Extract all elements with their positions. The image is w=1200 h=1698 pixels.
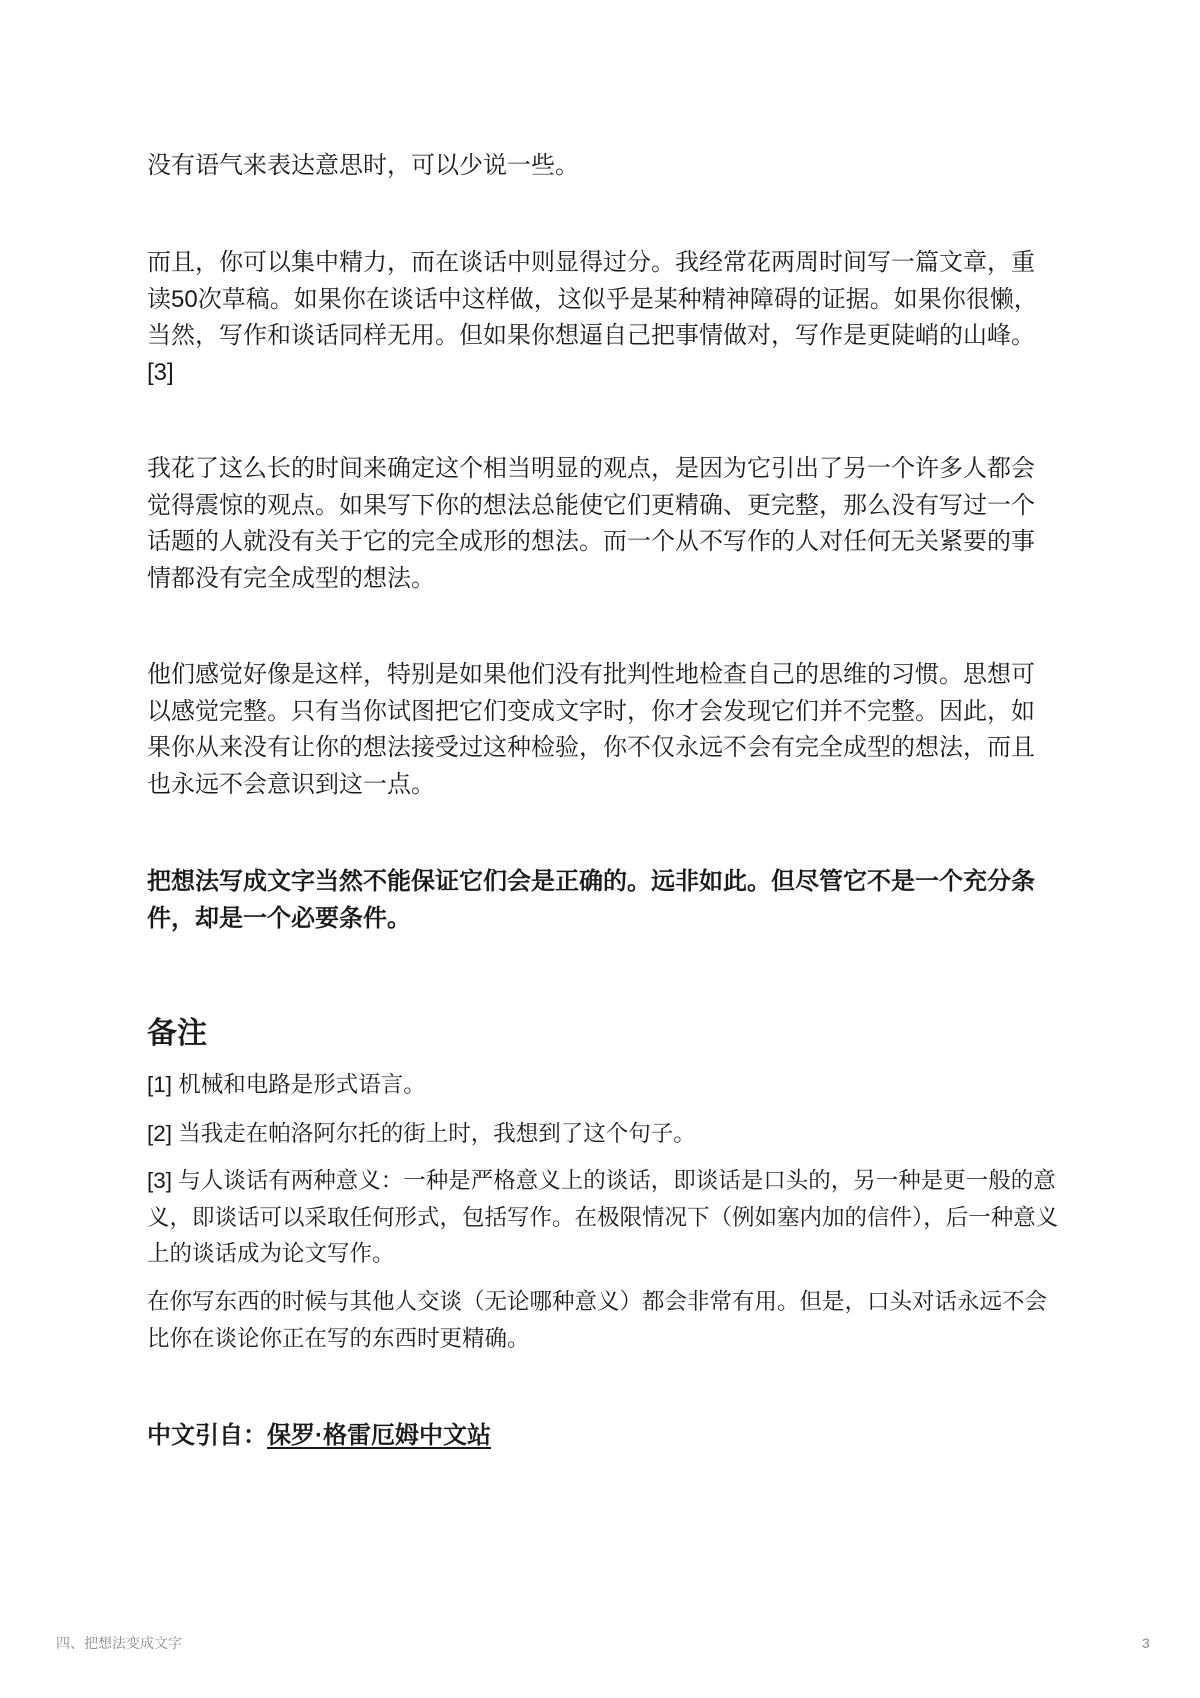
note-item: 在你写东西的时候与其他人交谈（无论哪种意义）都会非常有用。但是，口头对话永远不会比你在谈论你正在写的东西时更精确。 bbox=[147, 1289, 1048, 1351]
source-line bbox=[147, 1418, 1053, 1455]
note-item: [3] 与人谈话有两种意义：一种是严格意义上的谈话，即谈话是口头的，另一种是更一般的意义，即谈话可以采取任何形式，包括写作。在极限情况下（例如塞内加的信件），后一种意义上的谈话成为论文写作。 bbox=[147, 1168, 1059, 1266]
footer-chapter-title: 四、把想法变成文字 bbox=[56, 1635, 182, 1651]
paragraph: 没有语气来表达意思时，可以少说一些。 bbox=[147, 152, 579, 179]
source-label: 中文引自： bbox=[147, 1422, 267, 1449]
note-item: [2] 当我走在帕洛阿尔托的街上时，我想到了这个句子。 bbox=[147, 1121, 696, 1146]
paragraph: 他们感觉好像是这样，特别是如果他们没有批判性地检查自己的思维的习惯。思想可以感觉完整。只有当你试图把它们变成文字时，你才会发现它们并不完整。因此，如果你从来没有让你的想法接受过这种检验，你不仅永远不会有完全成型的想法，而且也永远不会意识到这一点。 bbox=[147, 661, 1035, 799]
note-item: [1] 机械和电路是形式语言。 bbox=[147, 1072, 426, 1097]
source-link[interactable]: 保罗·格雷厄姆中文站 bbox=[267, 1422, 491, 1449]
conclusion-paragraph: 把想法写成文字当然不能保证它们会是正确的。远非如此。但尽管它不是一个充分条件，却是一个必要条件。 bbox=[147, 868, 1035, 932]
paragraph: 我花了这么长的时间来确定这个相当明显的观点，是因为它引出了另一个许多人都会觉得震惊的观点。如果写下你的想法总能使它们更精确、更完整，那么没有写过一个话题的人就没有关于它的完全成形的想法。而一个从不写作的人对任何无关紧要的事情都没有完全成型的想法。 bbox=[147, 455, 1035, 593]
paragraph: 而且，你可以集中精力，而在谈话中则显得过分。我经常花两周时间写一篇文章，重读50次草稿。如果你在谈话中这样做，这似乎是某种精神障碍的证据。如果你很懒，当然，写作和谈话同样无用。但如果你想逼自己把事情做对，写作是更陡峭的山峰。[3] bbox=[147, 249, 1038, 387]
footer-page-number: 3 bbox=[1142, 1635, 1150, 1651]
notes-heading: 备注 bbox=[147, 1017, 207, 1050]
